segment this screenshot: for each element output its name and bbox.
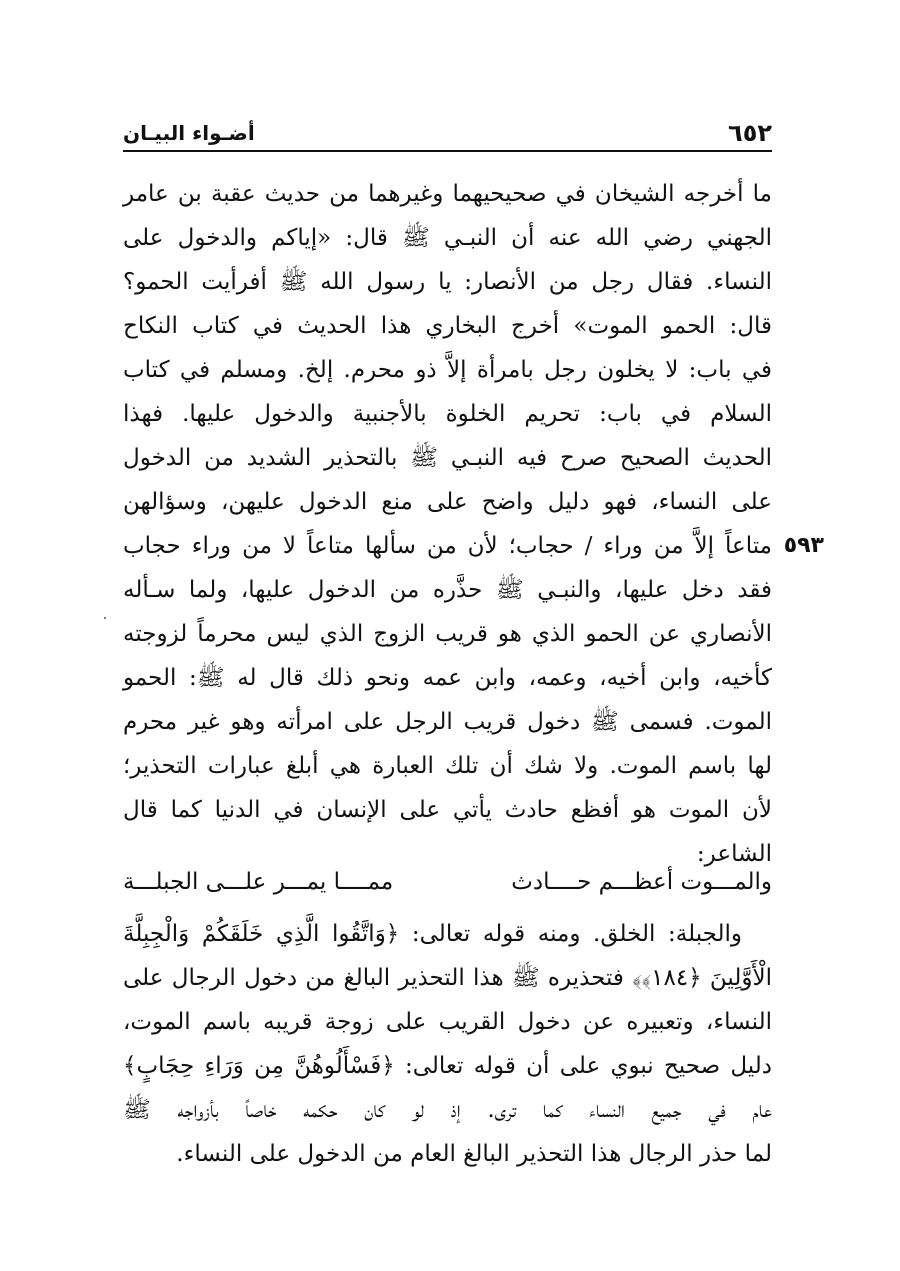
text-line: الْأَوَّلِينَ ﴿١٨٤﴾﴾ فتحذيره ﷺ هذا التحذير البالغ من دخول الرجال على: [123, 965, 772, 991]
marginal-page-number: ٥٩٣: [783, 533, 824, 558]
text-line: في باب: لا يخلون رجل بامرأة إلاَّ ذو محرم. إلخ. ومسلم في كتاب: [123, 357, 772, 383]
text-line: الأنصاري عن الحمو الذي هو قريب الزوج الذي ليس محرماً لزوجته: [123, 621, 772, 647]
text-line: الجهني رضي الله عنه أن النبـي ﷺ قال: «إياكم والدخول على: [123, 225, 772, 251]
text-line: والجبلة: الخلق. ومنه قوله تعالى: ﴿وَاتَّقُوا الَّذِي خَلَقَكُمْ وَالْجِبِلَّةَ: [123, 921, 742, 947]
text-line: فقد دخل عليها، والنبـي ﷺ حذَّره من الدخول عليها، ولما سـأله: [123, 577, 772, 603]
poem-first-hemistich: والمـــوت أعظـــم حــــادث: [511, 869, 772, 895]
text-line: متاعاً إلاَّ من وراء / حجاب؛ لأن من سألها متاعاً لا من وراء حجاب: [123, 533, 772, 559]
text-line: دليل صحيح نبوي على أن قوله تعالى: ﴿فَسْأَلُوهُنَّ مِن وَرَاءِ حِجَابٍ﴾: [123, 1053, 772, 1079]
text-line: النساء، وتعبيره عن دخول القريب على زوجة قريبه باسم الموت،: [123, 1009, 772, 1035]
scan-speck: [104, 617, 106, 619]
marked-line-wrapper: [123, 524, 824, 568]
text-line: على النساء، فهو دليل واضح على منع الدخول عليهن، وسؤالهن: [123, 489, 772, 515]
text-line: الشاعر:: [696, 841, 772, 867]
text-line: لأن الموت هو أفظع حادث يأتي على الإنسان في الدنيا كما قال: [123, 797, 772, 823]
header-rule: [123, 150, 772, 152]
text-line: السلام في باب: تحريم الخلوة بالأجنبية والدخول عليها. فهذا: [123, 401, 772, 427]
text-line: ما أخرجه الشيخان في صحيحيهما وغيرهما من حديث عقبة بن عامر: [123, 181, 772, 207]
page-header: [123, 112, 772, 148]
text-line: قال: الحمو الموت» أخرج البخاري هذا الحديث في كتاب النكاح: [123, 313, 772, 339]
text-line: عام في جميع النساء كما ترى. إذ لو كان حكمه خاصاً بأزواجه ﷺ: [123, 1097, 772, 1123]
main-text: [123, 172, 824, 876]
text-line: الموت. فسمى ﷺ دخول قريب الرجل على امرأته وهو غير محرم: [123, 709, 772, 735]
poem-second-hemistich: ممــــا يمـــر علـــى الجبلـــة: [123, 869, 394, 895]
page-number: ٦٥٢: [728, 119, 772, 147]
text-line: لما حذر الرجال هذا التحذير البالغ العام من الدخول على النساء.: [176, 1141, 772, 1167]
text-line: لها باسم الموت. ولا شك أن تلك العبارة هي أبلغ عبارات التحذير؛: [123, 753, 772, 779]
text-line: الحديث الصحيح صرح فيه النبـي ﷺ بالتحذير الشديد من الدخول: [123, 445, 772, 471]
running-title: أضـواء البيـان: [123, 121, 255, 145]
poem-verse: [123, 860, 772, 904]
continuation-text: [123, 912, 772, 1176]
text-line: النساء. فقال رجل من الأنصار: يا رسول الله ﷺ أفرأيت الحمو؟: [123, 269, 772, 295]
text-line: كأخيه، وابن أخيه، وعمه، وابن عمه ونحو ذلك قال له ﷺ: الحمو: [123, 665, 772, 691]
